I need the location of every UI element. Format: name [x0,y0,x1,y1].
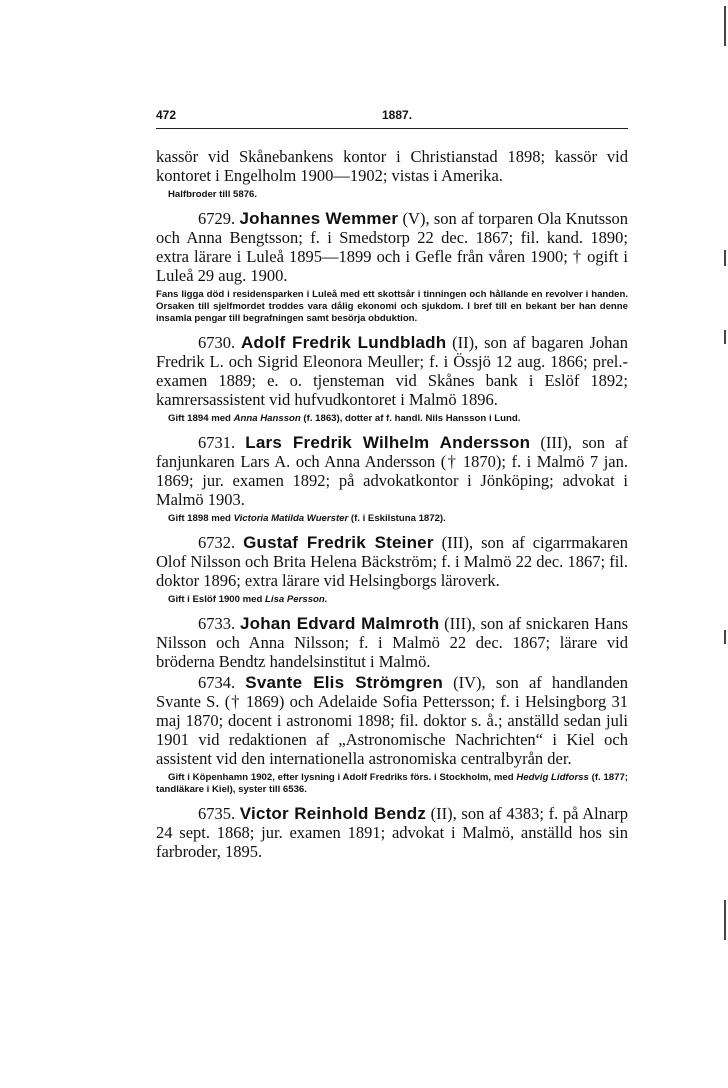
note-text: Gift i Köpenhamn 1902, efter lysning i Adolf Fredriks förs. i Stockholm, med [168,772,517,783]
entry-number: 6729. [198,209,236,228]
entry-6729 [156,209,628,285]
entry-name: Johannes Wemmer [239,209,399,228]
entry-number: 6735. [198,804,236,823]
entry-number: 6734. [198,673,236,692]
entry-number: 6730. [198,333,236,352]
scan-edge-mark [724,6,726,46]
entry-name: Johan Edvard Malmroth [239,614,440,633]
entry-6731 [156,433,628,509]
entry-note [156,594,628,606]
spouse-name: Victoria Matilda Wuerster [233,513,349,524]
entry-note [156,772,628,796]
header-rule [156,128,628,129]
entry-name: Victor Reinhold Bendz [239,804,427,823]
note-text: (f. 1863), dotter af f. handl. Nils Hansson i Lund. [300,413,521,424]
book-page [156,104,628,861]
entry-number: 6731. [198,433,236,452]
spouse-name: Hedvig Lidforss [516,772,589,783]
entry-text: (V), son af torparen Ola Knutsson och Anna Bengtsson; f. i Smedstorp 22 dec. 1867; fil. kand. 1890; extra lärare i Luleå 1895—1899 och i Gefle från våren 1900; † ogift i Luleå 29 aug. 1900. [156,209,629,285]
entry-number: 6732. [198,533,236,552]
scan-edge-mark [724,250,726,266]
intro-note: Halfbroder till 5876. [168,189,258,200]
entry-text: (III), son af cigarrmakaren Olof Nilsson och Brita Helena Bäckström; f. i Malmö 22 dec. 1867; fil. doktor 1896; extra lärare vid Helsingborgs läroverk. [156,533,628,590]
entry-text: (III), son af snickaren Hans Nilsson och Anna Nilsson; f. i Malmö 22 dec. 1867; lärare vid bröderna Bendtz handelsinstitut i Malmö. [156,614,629,671]
spouse-name: Anna Hansson [233,413,301,424]
entry-6732 [156,533,628,590]
scan-edge-mark [724,900,726,940]
scan-edge-mark [724,630,726,644]
entry-name: Adolf Fredrik Lundbladh [240,333,447,352]
entry-6730 [156,333,628,409]
entry-note: Fans ligga död i residensparken i Luleå med ett skottsår i tinningen och hållande en revolver i handen. Orsaken till sjelfmordet troddes vara dålig ekonomi och sjukdom. I bref till en bekant ber han denne insamla pengar till begrafningen samt besörja obduktion. [156,289,628,324]
spouse-name: Lisa Persson. [265,594,328,605]
note-text: Gift 1898 med [168,513,234,524]
entry-name: Lars Fredrik Wilhelm Andersson [245,433,531,452]
intro-text: kassör vid Skånebankens kontor i Christianstad 1898; kassör vid kontoret i Engelholm 1900—1902; vistas i Amerika. [156,147,628,185]
entry-text: (IV), son af handlanden Svante S. († 1869) och Adelaide Sofia Pettersson; f. i Helsingborg 31 maj 1870; docent i astronomi 1898; fil. doktor s. å.; anställd sedan juli 1901 vid redaktionen af „Astronomische Nachrichten“ i Kiel och assistent vid den internationella astronomiska centralbyrån der. [156,673,628,768]
scan-edge-mark [724,330,726,344]
entry-name: Svante Elis Strömgren [245,673,443,692]
entry-6734 [156,673,628,768]
page-number: 472 [156,108,177,122]
note-text: (f. i Eskilstuna 1872). [348,513,446,524]
note-text: Gift i Eslöf 1900 med [168,594,266,605]
note-text: (f. 1877; tandläkare i Kiel), syster till 6536. [156,772,628,795]
entry-text: (II), son af bagaren Johan Fredrik L. och Sigrid Eleonora Meuller; f. i Össjö 12 aug. 1866; prel.-examen 1889; e. o. tjensteman vid Skånes bank i Eslöf 1892; kamrersassistent vid hufvudkontoret i Malmö 1896. [156,333,628,409]
entry-note [156,413,628,425]
entry-name: Gustaf Fredrik Steiner [243,533,434,552]
entry-6735 [156,804,628,861]
running-year: 1887. [382,108,413,122]
entry-6733 [156,614,628,671]
entry-note [156,513,628,525]
entry-number: 6733. [198,614,236,633]
entry-text: (III), son af fanjunkaren Lars A. och Anna Andersson († 1870); f. i Malmö 7 jan. 1869; jur. examen 1892; på advokatkontor i Jönköping; advokat i Malmö 1903. [156,433,629,509]
note-text: Gift 1894 med [168,413,234,424]
page-header [156,104,628,124]
entry-text: (II), son af 4383; f. på Alnarp 24 sept. 1868; jur. examen 1891; advokat i Malmö, anställd hos sin farbroder, 1895. [156,804,629,861]
